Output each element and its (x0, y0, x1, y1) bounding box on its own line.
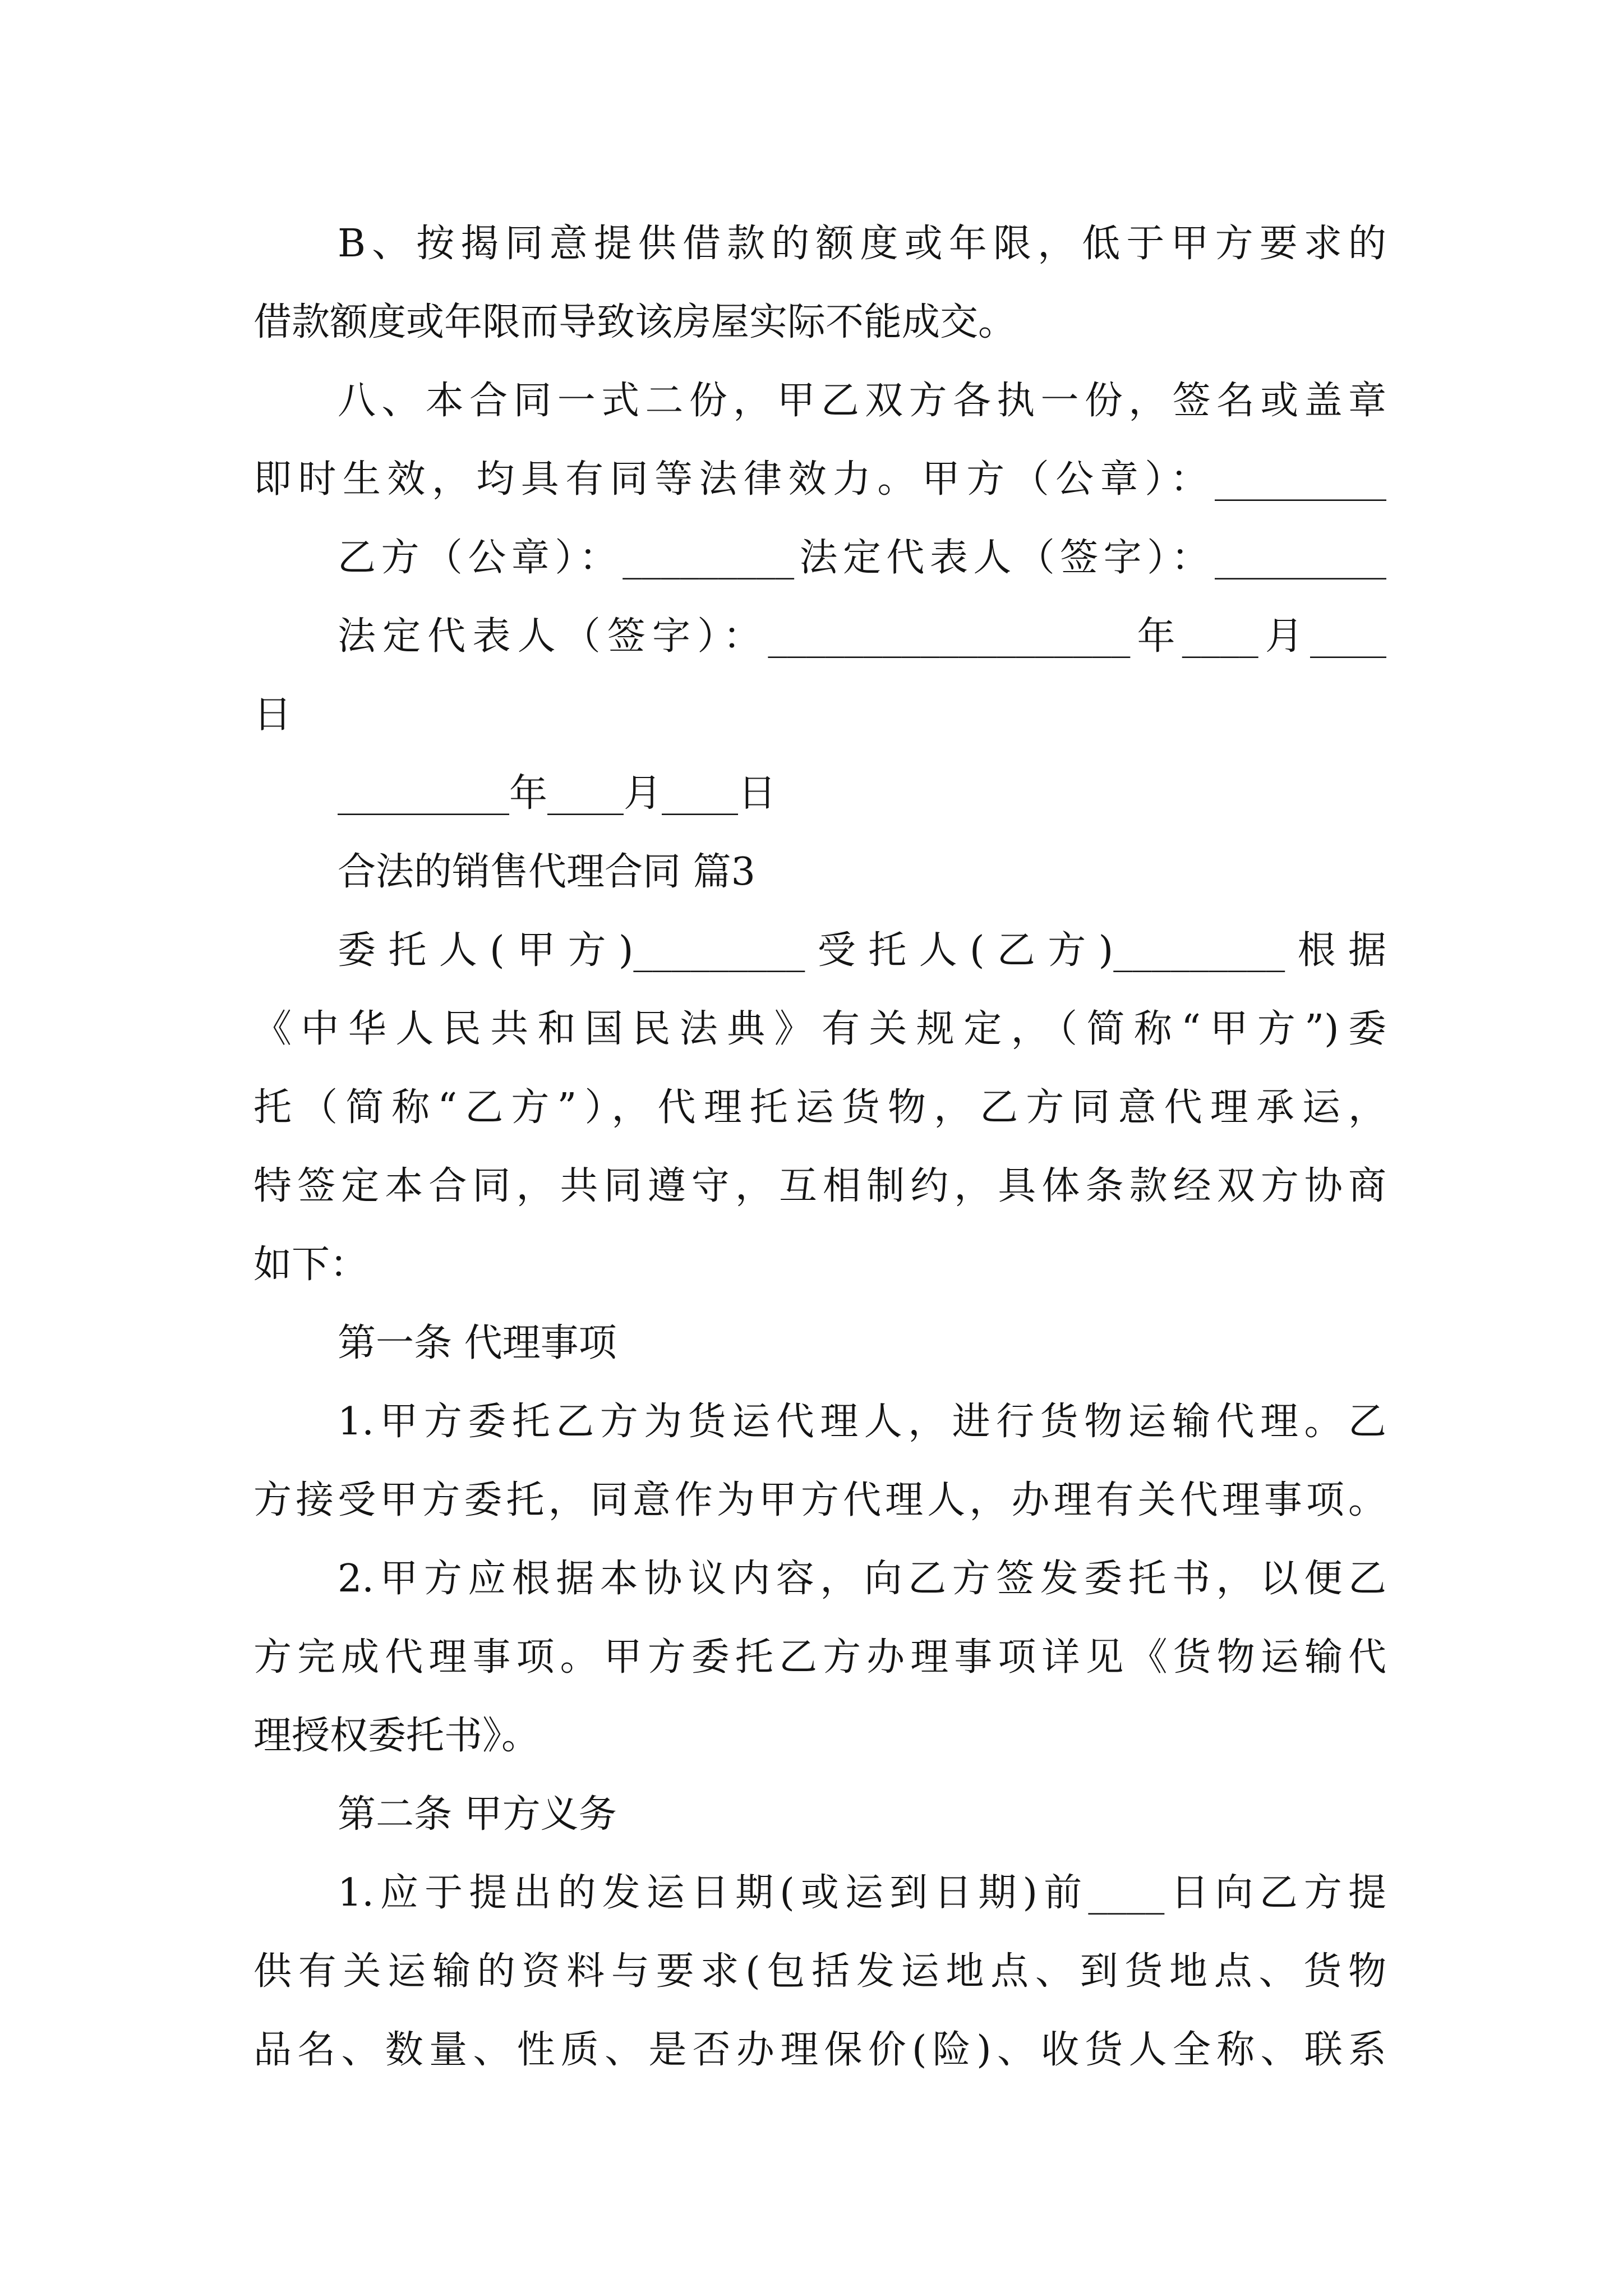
text-line: 《中华人民共和国民法典》有关规定，（简称“甲方”)委 (253, 1007, 1386, 1051)
text-line: 理授权委托书》。 (253, 1714, 540, 1758)
text-line: 1.应于提出的发运日期(或运到日期)前____日向乙方提 (338, 1871, 1386, 1915)
text-line: 方接受甲方委托，同意作为甲方代理人，办理有关代理事项。 (253, 1478, 1386, 1522)
text-line: 2.甲方应根据本协议内容，向乙方签发委托书，以便乙 (338, 1557, 1386, 1601)
text-line: 即时生效，均具有同等法律效力。甲方（公章）：_________ (253, 457, 1386, 501)
text-line: 八、本合同一式二份，甲乙双方各执一份，签名或盖章 (338, 379, 1386, 423)
text-line: 法定代表人（签字）：___________________年____月____ (338, 614, 1386, 659)
text-line: 供有关运输的资料与要求(包括发运地点、到货地点、货物 (253, 1949, 1386, 1994)
text-line: 方完成代理事项。甲方委托乙方办理事项详见《货物运输代 (253, 1635, 1386, 1680)
text-line: 特签定本合同，共同遵守，互相制约，具体条款经双方协商 (253, 1164, 1386, 1208)
text-line: 品名、数量、性质、是否办理保价(险)、收货人全称、联系 (253, 2028, 1386, 2072)
text-line: 日 (253, 693, 292, 737)
text-line: 委托人(甲方)_________受托人(乙方)_________根据 (338, 928, 1386, 973)
text-line: B、按揭同意提供借款的额度或年限，低于甲方要求的 (338, 222, 1386, 266)
article-heading: 第一条 代理事项 (338, 1321, 617, 1365)
text-line: 借款额度或年限而导致该房屋实际不能成交。 (253, 300, 1017, 344)
text-line: 托（简称“乙方”），代理托运货物，乙方同意代理承运， (253, 1085, 1386, 1130)
text-line: 1.甲方委托乙方为货运代理人，进行货物运输代理。乙 (338, 1400, 1386, 1444)
text-line: 如下： (253, 1243, 368, 1287)
text-line: 乙方（公章）：_________法定代表人（签字）：_________ (338, 536, 1386, 580)
text-line: _________年____月____日 (338, 771, 777, 816)
article-heading: 第二条 甲方义务 (338, 1792, 617, 1837)
section-heading: 合法的销售代理合同 篇3 (338, 850, 755, 894)
